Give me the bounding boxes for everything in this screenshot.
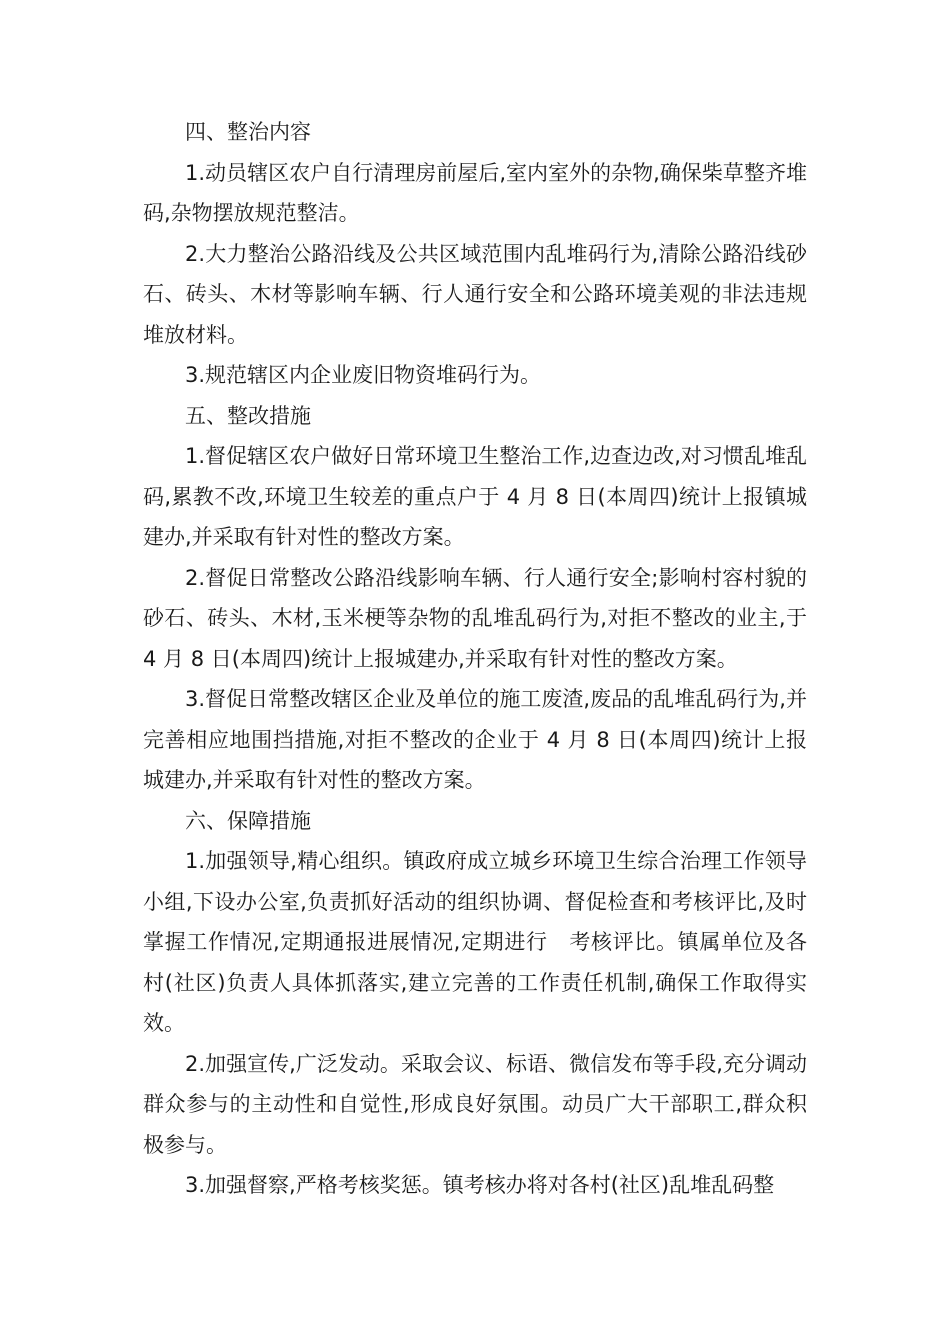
section-heading: 四、整治内容 <box>185 120 311 144</box>
paragraph: 1.加强领导,精心组织。镇政府成立城乡环境卫生综合治理工作领导小组,下设办公室,负责抓好活动的组织协调、督促检查和考核评比,及时掌握工作情况,定期通报进展情况,定期进行 考核评比。镇属单位及各村(社区)负责人具体抓落实,建立完善的工作责任机制,确保工作取得实效。 <box>143 849 807 1035</box>
paragraph: 1.动员辖区农户自行清理房前屋后,室内室外的杂物,确保柴草整齐堆码,杂物摆放规范整洁。 <box>143 160 807 225</box>
paragraph: 2.大力整治公路沿线及公共区域范围内乱堆码行为,清除公路沿线砂石、砖头、木材等影响车辆、行人通行安全和公路环境美观的非法违规堆放材料。 <box>143 241 807 347</box>
paragraph: 3.加强督察,严格考核奖惩。镇考核办将对各村(社区)乱堆乱码整 <box>185 1173 775 1197</box>
section-heading: 六、保障措施 <box>185 808 311 833</box>
paragraph: 3.规范辖区内企业废旧物资堆码行为。 <box>185 363 542 387</box>
paragraph: 2.督促日常整改公路沿线影响车辆、行人通行安全;影响村容村貌的砂石、砖头、木材,玉米梗等杂物的乱堆乱码行为,对拒不整改的业主,于 4 月 8 日(本周四)统计上报城建办,并采取有针对性的整改方案。 <box>143 565 807 671</box>
paragraph: 1.督促辖区农户做好日常环境卫生整治工作,边查边改,对习惯乱堆乱码,累教不改,环境卫生较差的重点户于 4 月 8 日(本周四)统计上报镇城建办,并采取有针对性的整改方案。 <box>143 444 807 549</box>
paragraph: 2.加强宣传,广泛发动。采取会议、标语、微信发布等手段,充分调动群众参与的主动性和自觉性,形成良好氛围。动员广大干部职工,群众积极参与。 <box>143 1051 807 1157</box>
document-body <box>143 112 807 1206</box>
section-heading: 五、整改措施 <box>185 403 311 428</box>
paragraph: 3.督促日常整改辖区企业及单位的施工废渣,废品的乱堆乱码行为,并完善相应地围挡措施,对拒不整改的企业于 4 月 8 日(本周四)统计上报城建办,并采取有针对性的整改方案。 <box>143 687 807 792</box>
